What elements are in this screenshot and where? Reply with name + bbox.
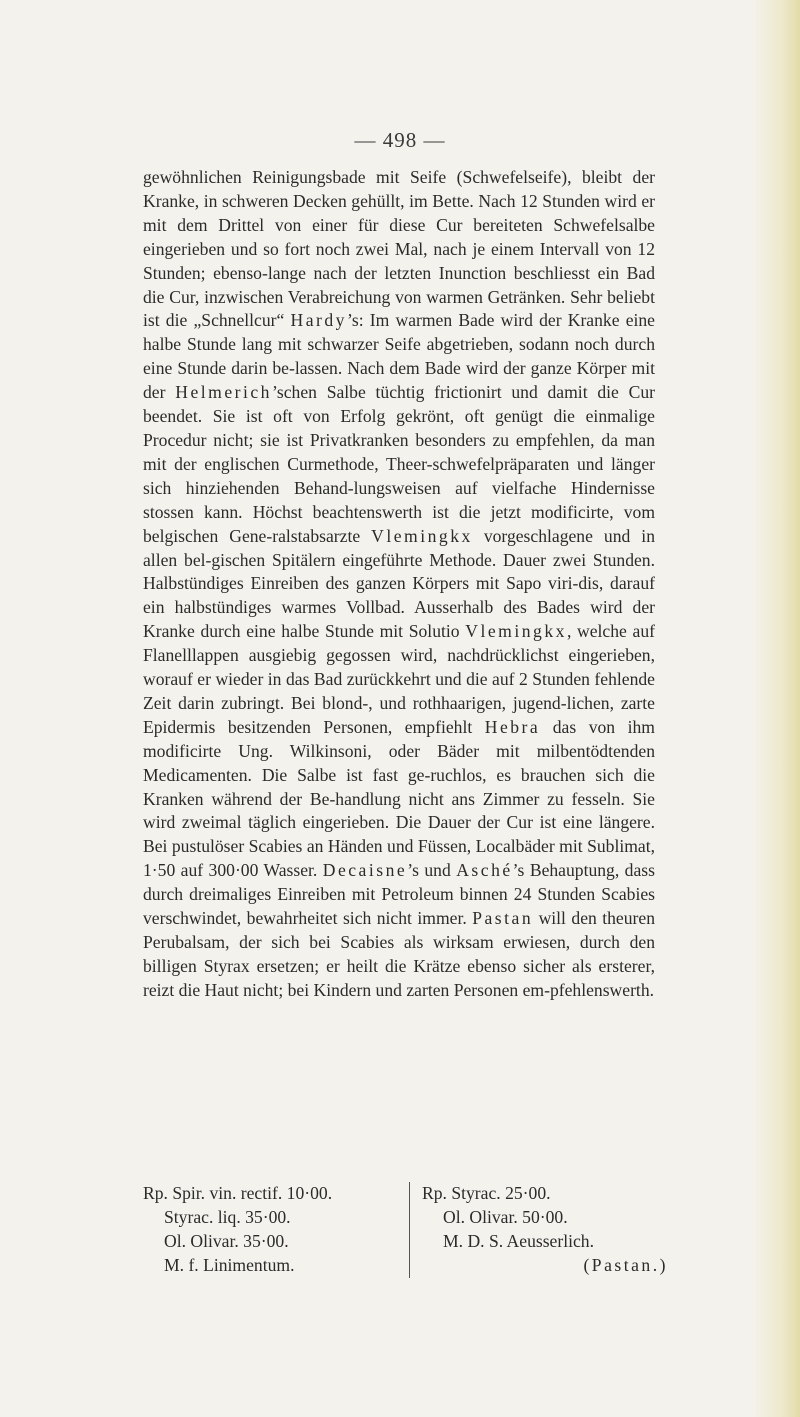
text-segment: gewöhnlichen Reinigungsbade mit Seife (Schwefelseife), bleibt der Kranke, in schweren Decken gehüllt, im Bette. Nach 12 Stunden wird er mit dem Drittel von einer für diese Cur bereiteten Schwefelsalbe eingerieben und so fort noch zwei Mal, nach je einem Intervall von 12 Stunden; ebenso-lange nach der letzten Inunction beschliesst ein Bad die Cur, inzwischen Verabreichung von warmen Getränken. Sehr beliebt ist die „Schnellcur“ — [143, 167, 655, 331]
prescription-line: M. f. Linimentum. — [164, 1254, 295, 1275]
author-name-pastan: Pastan — [472, 908, 534, 929]
author-name-decaisne: Decaisne — [322, 860, 408, 881]
author-name-asche: Asché — [456, 860, 513, 881]
text-segment: ’s: Im warmen Bade wird der Kranke eine halbe Stunde lang mit schwarzer Seife abgetrieben, sodann noch durch eine Stunde darin be-lassen. Nach dem Bade wird der ganze Körper mit der — [143, 310, 655, 403]
author-name-helmerich: Helmerich — [175, 382, 272, 403]
text-segment: vorgeschlagene und in allen bel-gischen Spitälern eingeführte Methode. Dauer zwei Stunden. Halbstündiges Einreiben des ganzen Körpers mit Sapo viri-dis, darauf ein halbstündiges warmes Vollbad. Ausserhalb des Bades wird der Kranke durch eine halbe Stunde mit Solutio — [143, 525, 655, 642]
text-segment: ’s Behauptung, dass durch dreimaliges Einreiben mit Petroleum binnen 24 Stunden Scabies verschwindet, bewahrheitet sich nicht immer. — [143, 860, 655, 929]
prescription-attribution: (Pastan.) — [583, 1254, 668, 1275]
prescription-line: Rp. Styrac. 25·00. — [422, 1183, 551, 1203]
author-name-vlemingkx-solution: Vlemingkx — [465, 621, 567, 642]
author-name-hebra: Hebra — [484, 716, 541, 737]
text-segment: ’s und — [407, 860, 457, 881]
text-segment: ’schen Salbe tüchtig frictionirt und damit die Cur beendet. Sie ist oft von Erfolg gekrönt, oft genügt die einmalige Procedur nicht; sie ist Privatkranken besonders zu empfehlen, da man mit der englischen Curmethode, Theer-schwefelpräparaten und länger sich hinziehenden Behand-lungsweisen auf vielfache Hindernisse stossen kann. Höchst beachtenswerth ist die jetzt modificirte, vom belgischen Gene-ralstabsarzte — [143, 382, 655, 546]
text-segment: , welche auf Flanelllappen ausgiebig gegossen wird, nachdrücklichst eingerieben, worauf er wieder in das Bad zurückkehrt und die auf 2 Stunden fehlende Zeit darin zubringt. Bei blond-, und rothhaarigen, jugend-lichen, zarte Epidermis besitzenden Personen, empfiehlt — [143, 621, 656, 737]
prescription-line: Rp. Spir. vin. rectif. 10·00. — [143, 1183, 333, 1203]
author-name-hardy: Hardy — [290, 310, 347, 331]
prescription-line: Styrac. liq. 35·00. — [164, 1206, 291, 1227]
prescription-right — [409, 1182, 668, 1278]
page-number: — 498 — — [354, 128, 446, 152]
prescription-line: Ol. Olivar. 50·00. — [443, 1206, 568, 1227]
text-segment: das von ihm modificirte Ung. Wilkinsoni, oder Bäder mit milbentödtenden Medicamenten. Die Salbe ist fast ge-ruchlos, es brauchen sich die Kranken während der Be-handlung nicht ans Zimmer zu fesseln. Sie wird zweimal täglich eingerieben. Die Dauer der Cur ist eine längere. Bei pustulöser Scabies an Händen und Füssen, Localbäder mit Sublimat, 1·50 auf 300·00 Wasser. — [143, 716, 655, 881]
text-segment: will den theuren Perubalsam, der sich bei Scabies als wirksam erwiesen, durch den billigen Styrax ersetzen; er heilt die Krätze ebenso sicher als ersterer, reizt die Haut nicht; bei Kindern und zarten Personen em-pfehlenswerth. — [143, 908, 656, 1000]
prescription-line: M. D. S. Aeusserlich. — [443, 1230, 595, 1251]
prescription-line: Ol. Olivar. 35·00. — [164, 1230, 289, 1251]
prescription-left — [143, 1182, 383, 1278]
author-name-vlemingkx: Vlemingkx — [371, 525, 473, 546]
main-paragraph — [143, 166, 655, 1003]
body-text — [143, 166, 655, 1003]
